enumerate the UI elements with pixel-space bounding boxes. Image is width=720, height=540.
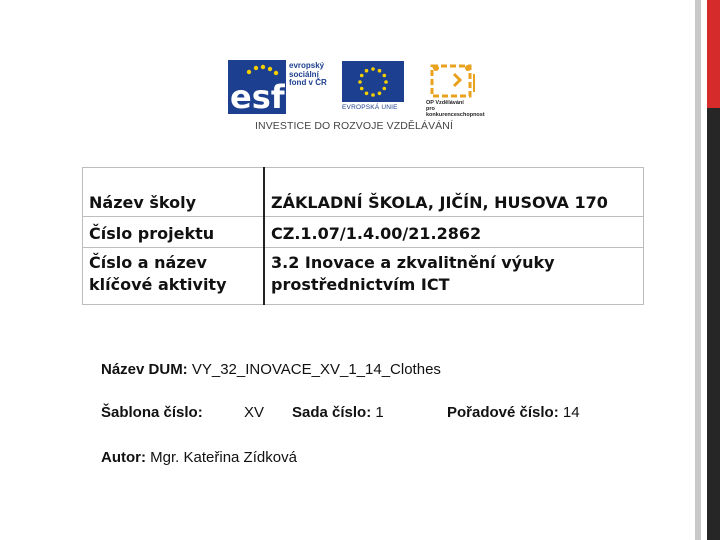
project-number-value: CZ.1.07/1.4.00/21.2862 (264, 217, 644, 248)
op-caption (426, 100, 490, 118)
logo-strip (226, 58, 486, 138)
eu-caption: EVROPSKÁ UNIE (342, 104, 398, 111)
author-label: Autor: (101, 449, 146, 466)
poradove-value: 14 (562, 404, 580, 421)
svg-text:esf: esf (230, 78, 285, 116)
school-name-label: Název školy (83, 168, 265, 217)
project-number-label: Číslo projektu (83, 217, 265, 248)
esf-line-2: sociální (289, 69, 319, 79)
dum-line (101, 361, 441, 378)
key-activity-label-line-1: Číslo a název (89, 253, 207, 272)
op-line-2: pro konkurenceschopnost (426, 106, 485, 118)
dum-value: VY_32_INOVACE_XV_1_14_Clothes (191, 361, 441, 378)
eu-flag-icon (342, 61, 404, 102)
author-line (101, 449, 297, 466)
sada-value: 1 (375, 404, 384, 421)
author-value: Mgr. Kateřina Zídková (150, 449, 297, 466)
poradove-label: Pořadové číslo: (447, 404, 559, 421)
dum-label: Název DUM: (101, 361, 188, 378)
school-name-value: ZÁKLADNÍ ŠKOLA, JIČÍN, HUSOVA 170 (264, 168, 644, 217)
key-activity-label (83, 248, 265, 305)
sablona-label: Šablona číslo: (101, 404, 203, 421)
key-activity-value-line-1: 3.2 Inovace a zkvalitnění výuky (271, 253, 555, 272)
key-activity-value-line-2: prostřednictvím ICT (271, 275, 450, 294)
red-side-bar (707, 0, 720, 108)
investice-caption: INVESTICE DO ROZVOJE VZDĚLÁVÁNÍ (255, 120, 453, 132)
key-activity-value (264, 248, 644, 305)
table-row (83, 248, 644, 305)
school-info-table (82, 167, 644, 305)
dark-side-bar (707, 108, 720, 540)
poradove-group (447, 404, 580, 421)
op-line-1: OP Vzdělávání (426, 100, 464, 106)
sablona-group (101, 404, 203, 421)
esf-line-3: fond v ČR (289, 78, 327, 87)
sablona-value: XV (244, 404, 265, 421)
esf-caption (289, 62, 327, 88)
sada-group (292, 404, 384, 421)
table-row (83, 168, 644, 217)
sada-label: Sada číslo: (292, 404, 372, 421)
esf-logo-icon (226, 58, 288, 116)
esf-line-1: evropský (289, 61, 325, 70)
grey-side-bar (695, 0, 701, 540)
table-row (83, 217, 644, 248)
key-activity-label-line-2: klíčové aktivity (89, 275, 227, 294)
